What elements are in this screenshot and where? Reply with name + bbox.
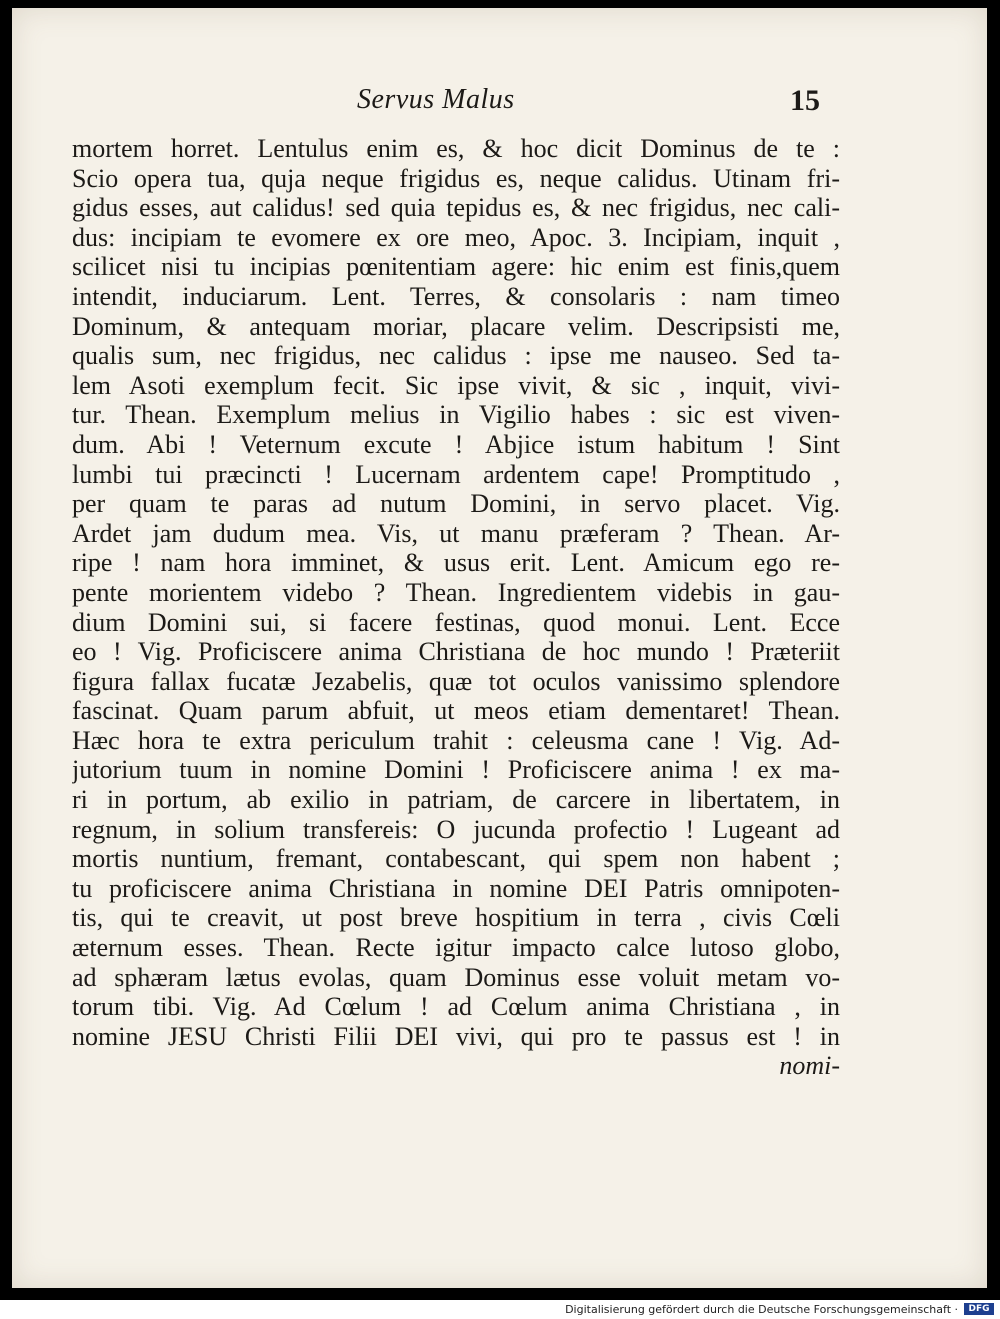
book-page (12, 8, 987, 1288)
text-line: tur. Thean. Exemplum melius in Vigilio habes : sic est viven- (72, 400, 840, 430)
catchword: nomi- (779, 1051, 840, 1081)
text-line: pente morientem videbo ? Thean. Ingredientem videbis in gau- (72, 577, 840, 607)
text-line: mortis nuntium, fremant, contabescant, qui spem non habent ; (72, 844, 840, 874)
text-line: dus: incipiam te evomere ex ore meo, Apoc. 3. Incipiam, inquit , (72, 222, 840, 252)
text-line: torum tibi. Vig. Ad Cœlum ! ad Cœlum anima Christiana , in (72, 992, 840, 1022)
text-line: Hæc hora te extra periculum trahit : celeusma cane ! Vig. Ad- (72, 725, 840, 755)
text-line: eo ! Vig. Proficiscere anima Christiana de hoc mundo ! Præteriit (72, 637, 840, 667)
text-line: Ardet jam dudum mea. Vis, ut manu præferam ? Thean. Ar- (72, 518, 840, 548)
text-line: æternum esses. Thean. Recte igitur impacto calce lutoso globo, (72, 933, 840, 963)
dfg-logo-icon: DFG (964, 1303, 994, 1315)
text-line: per quam te paras ad nutum Domini, in servo placet. Vig. (72, 489, 840, 519)
text-line: mortem horret. Lentulus enim es, & hoc dicit Dominus de te : (72, 134, 840, 163)
text-line: lumbi tui præcincti ! Lucernam ardentem cape! Promptitudo , (72, 459, 840, 489)
text-line: jutorium tuum in nomine Domini ! Proficiscere anima ! ex ma- (72, 755, 840, 785)
text-line: nomine JESU Christi Filii DEI vivi, qui pro te passus est ! in (72, 1021, 840, 1051)
text-line: Scio opera tua, quja neque frigidus es, neque calidus. Utinam fri- (72, 163, 840, 193)
text-line: ri in portum, ab exilio in patriam, de carcere in libertatem, in (72, 785, 840, 815)
digitization-footer (0, 1300, 1000, 1319)
text-line: tu proficiscere anima Christiana in nomine DEI Patris omnipoten- (72, 873, 840, 903)
text-line: intendit, induciarum. Lent. Terres, & consolaris : nam timeo (72, 281, 840, 311)
text-line: lem Asoti exemplum fecit. Sic ipse vivit, & sic , inquit, vivi- (72, 370, 840, 400)
text-line: qualis sum, nec frigidus, nec calidus : ipse me nauseo. Sed ta- (72, 341, 840, 371)
text-line: Dominum, & antequam moriar, placare velim. Descripsisti me, (72, 311, 840, 341)
running-head: Servus Malus (357, 84, 515, 115)
text-line: tis, qui te creavit, ut post breve hospitium in terra , civis Cœli (72, 903, 840, 933)
page-header (12, 84, 987, 124)
text-line: figura fallax fucatæ Jezabelis, quæ tot oculos vanissimo splendore (72, 666, 840, 696)
text-line: ad sphæram lætus evolas, quam Dominus esse voluit metam vo- (72, 962, 840, 992)
text-line: ripe ! nam hora imminet, & usus erit. Lent. Amicum ego re- (72, 548, 840, 578)
text-line: dium Domini sui, si facere festinas, quod monui. Lent. Ecce (72, 607, 840, 637)
text-line: scilicet nisi tu incipias pœnitentiam agere: hic enim est finis,quem (72, 252, 840, 282)
funding-credit: Digitalisierung gefördert durch die Deutsche Forschungsgemeinschaft · (565, 1303, 958, 1316)
text-line: dum. Abi ! Veternum excute ! Abjice istum habitum ! Sint (72, 429, 840, 459)
text-line: fascinat. Quam parum abfuit, ut meos etiam dementaret! Thean. (72, 696, 840, 726)
text-line: gidus esses, aut calidus! sed quia tepidus es, & nec frigidus, nec cali- (72, 193, 840, 223)
page-number: 15 (790, 84, 820, 117)
text-line: regnum, in solium transfereis: O jucunda profectio ! Lugeant ad (72, 814, 840, 844)
body-text (72, 134, 840, 1081)
